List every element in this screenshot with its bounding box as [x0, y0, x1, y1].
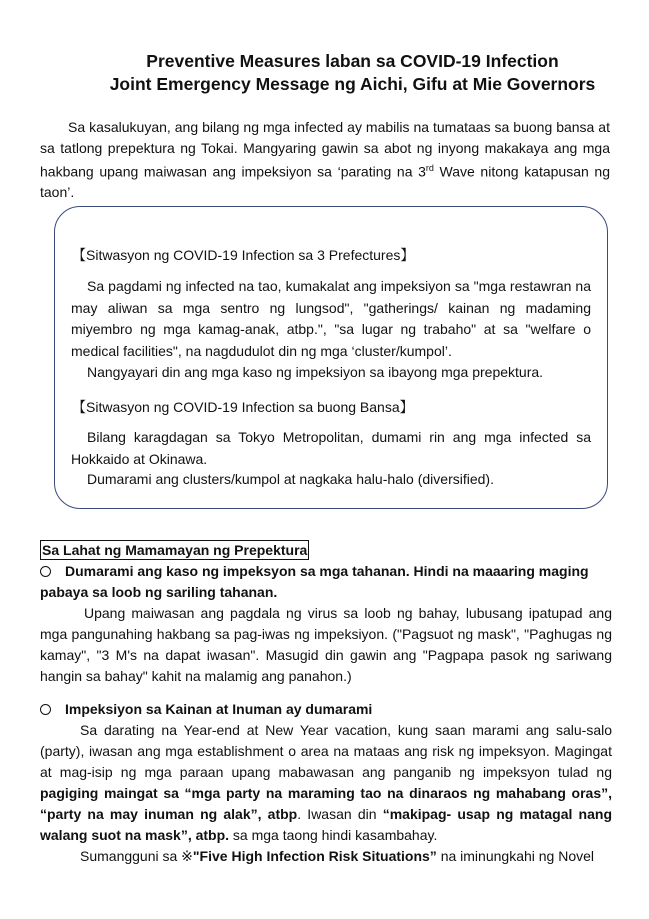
- box-heading-prefectures: 【Sitwasyon ng COVID-19 Infection sa 3 Prefectures】: [72, 247, 415, 263]
- box-paragraph-spread: Sa pagdami ng infected na tao, kumakalat ang impeksiyon sa "mga restawran na may aliwan sa mga sentro ng lungsod", "gatherings/ kainan ng madaming miyembro ng mga kamag-anak, atbp.", "sa lugar ng trabaho" at sa "welfare o medical facilities", na nagdudulot din ng mga ‘cluster/kumpol’.: [71, 278, 591, 359]
- bullet-household-infection: [40, 561, 612, 603]
- box-heading-nationwide: 【Sitwasyon ng COVID-19 Infection sa buong Bansa】: [72, 399, 414, 415]
- page-subtitle: Joint Emergency Message ng Aichi, Gifu at Mie Governors: [109, 74, 596, 94]
- dining-text-e: sa mga taong hindi kasambahay.: [229, 827, 438, 843]
- box-paragraph-tokyo: Bilang karagdagan sa Tokyo Metropolitan, dumami rin ang mga infected sa Hokkaido at Okinawa.: [71, 429, 591, 467]
- dining-paragraph: [40, 720, 612, 846]
- box-paragraph-clusters: Dumarami ang clusters/kumpol at nagkaka halu-halo (diversified).: [87, 471, 494, 487]
- intro-text-b: Wave nitong katapusan ng taon’.: [40, 163, 610, 201]
- dining-text-c: . Iwasan din: [297, 806, 383, 822]
- bullet-dining-infection: [40, 699, 612, 720]
- page-title: Preventive Measures laban sa COVID-19 Infection: [146, 51, 559, 71]
- five-risk-text-c: na iminungkahi ng Novel: [436, 848, 595, 864]
- intro-superscript: rd: [425, 163, 434, 173]
- dining-text-d: “makipag- usap ng matagal nang walang suot na mask”, atbp.: [40, 806, 612, 843]
- dining-text-b: pagiging maingat sa “mga party na maraming tao na dinaraos ng mahabang oras”, “party na may inuman ng alak”, atbp: [40, 785, 612, 822]
- box-paragraph-other-prefectures: Nangyayari din ang mga kaso ng impeksiyon sa ibayong mga prepektura.: [87, 364, 544, 380]
- intro-text-a: Sa kasalukuyan, ang bilang ng mga infected ay mabilis na tumataas sa buong bansa at sa tatlong prepektura ng Tokai. Mangyaring gawin sa abot ng inyong makakaya ang mga hakbang upang maiwasan ang impeksiyon sa ‘parating na 3: [40, 119, 610, 180]
- five-risk-text-a: Sumangguni sa ※: [80, 848, 193, 864]
- five-risk-paragraph: [40, 846, 612, 867]
- circle-bullet-icon: [40, 704, 51, 715]
- bullet-household-text: Dumarami ang kaso ng impeksyon sa mga tahanan. Hindi na maaaring maging pabaya sa loob ng sariling tahanan.: [40, 563, 589, 600]
- bullet-dining-text: Impeksiyon sa Kainan at Inuman ay dumarami: [65, 701, 373, 717]
- household-paragraph: Upang maiwasan ang pagdala ng virus sa loob ng bahay, lubusang ipatupad ang mga pangunahing hakbang sa pag-iwas ng impeksiyon. ("Pagsuot ng mask", "Paghugas ng kamay", "3 M's na dapat iwasan". Masugid din gawin ang "Pagpapa pasok ng sariwang hangin sa bahay" kahit na malamig ang panahon.): [40, 605, 612, 684]
- intro-paragraph: [40, 117, 610, 203]
- section-heading: Sa Lahat ng Mamamayan ng Prepektura: [42, 542, 308, 558]
- five-risk-text-b: "Five High Infection Risk Situations”: [192, 848, 437, 864]
- dining-text-a: Sa darating na Year-end at New Year vacation, kung saan marami ang salu-salo (party), iwasan ang mga establishment o area na mataas ang risk ng impeksyon. Magingat at mag-isip ng mga paraan upang mabawasan ang panganib ng impeksyon tulad ng: [40, 722, 612, 780]
- circle-bullet-icon: [40, 566, 51, 577]
